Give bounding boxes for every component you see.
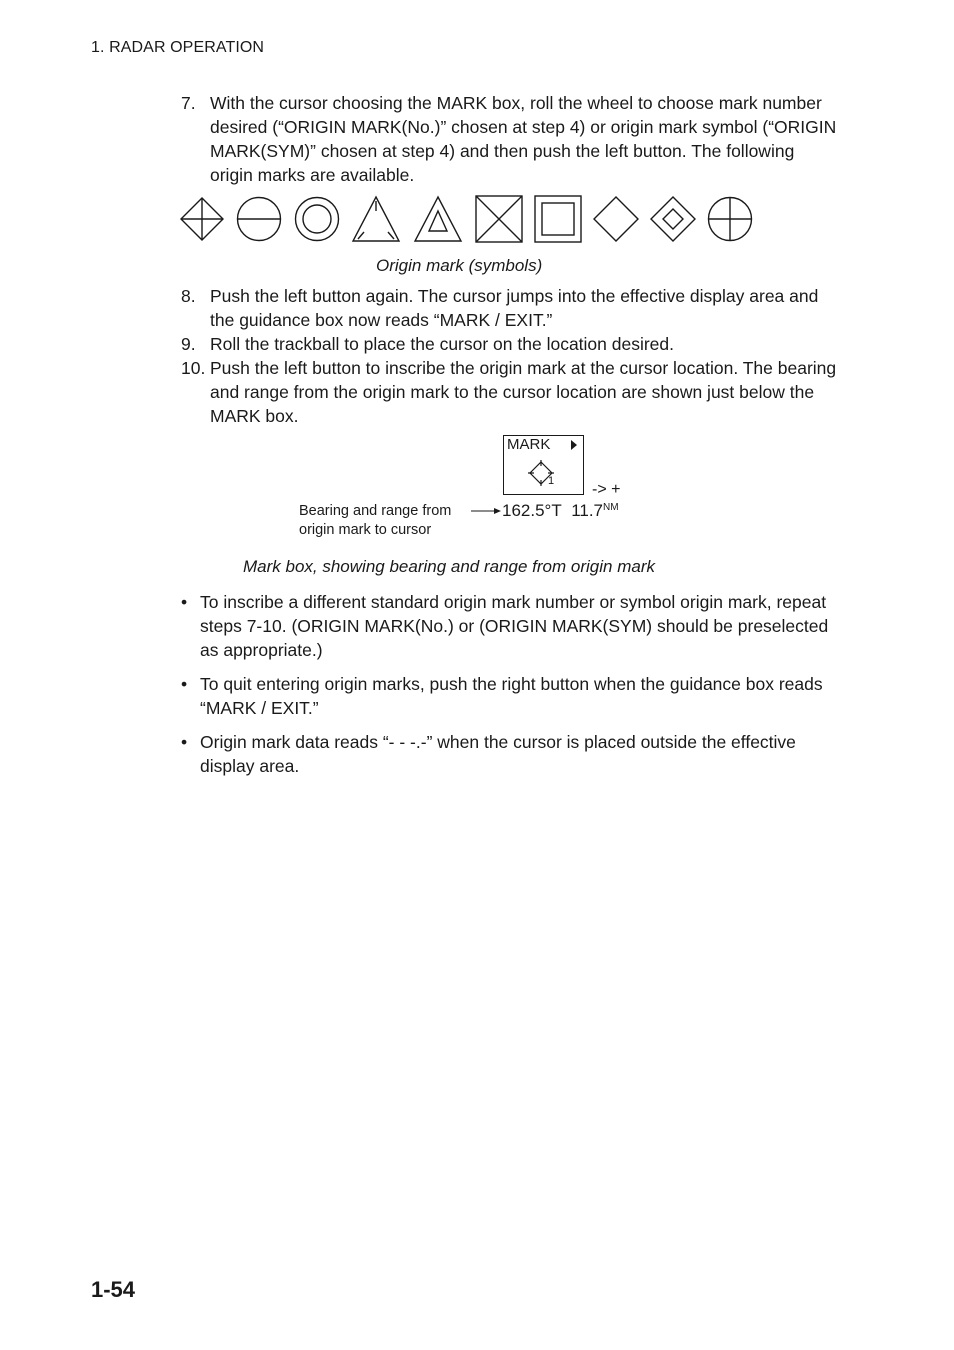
- bearing-range-readout: [502, 501, 619, 521]
- double-triangle-icon: [415, 197, 461, 241]
- origin-mark-symbols: [178, 195, 758, 245]
- bullet-icon: •: [181, 674, 188, 694]
- bearing-value: 162.5°T: [502, 501, 562, 520]
- list-item-text: Origin mark data reads “- - -.-” when the cursor is placed outside the effective display area.: [200, 732, 796, 776]
- cursor-indicator: -> +: [592, 481, 621, 498]
- step-text: Push the left button again. The cursor jumps into the effective display area and the guidance box now reads “MARK / EXIT.”: [210, 286, 819, 330]
- range-unit: NM: [603, 502, 619, 513]
- mark-number: 1: [548, 475, 555, 487]
- circle-horizontal-line-icon: [238, 198, 281, 241]
- mark-box-label: MARK: [507, 436, 551, 453]
- bullet-icon: •: [181, 732, 188, 752]
- double-diamond-icon: [651, 197, 695, 241]
- triangle-vertical-tick-icon: [353, 197, 399, 241]
- step-text: Roll the trackball to place the cursor on the location desired.: [210, 334, 675, 354]
- step-number: 8.: [181, 286, 196, 306]
- mark-box-caption: Mark box, showing bearing and range from origin mark: [243, 557, 655, 576]
- steps-list-a: [181, 91, 841, 187]
- square-x-icon: [476, 196, 522, 242]
- diamond-icon: [594, 197, 638, 241]
- circle-cross-icon: [709, 198, 752, 241]
- step-number: 9.: [181, 334, 196, 354]
- double-square-icon: [535, 196, 581, 242]
- label-line-1: Bearing and range from: [299, 503, 452, 519]
- list-item: [181, 730, 841, 778]
- list-item: [181, 590, 841, 662]
- notes-list: [181, 590, 841, 788]
- leader-arrow-icon: [471, 506, 501, 516]
- symbols-caption: Origin mark (symbols): [376, 256, 543, 275]
- steps-list-b: [181, 284, 841, 428]
- step-9: [181, 332, 841, 356]
- bullet-icon: •: [181, 592, 188, 612]
- step-text: With the cursor choosing the MARK box, roll the wheel to choose mark number desired (“ORIGIN MARK(No.)” chosen at step 4) or origin mark symbol (“ORIGIN MARK(SYM)” chosen at step 4) and then push the left button. The following origin marks are available.: [210, 93, 837, 185]
- page-number: 1-54: [91, 1277, 136, 1302]
- step-7: [181, 91, 841, 187]
- step-text: Push the left button to inscribe the origin mark at the cursor location. The bearing and range from the origin mark to the cursor location are shown just below the MARK box.: [210, 358, 837, 426]
- section-header: 1. RADAR OPERATION: [91, 39, 265, 56]
- list-item-text: To inscribe a different standard origin mark number or symbol origin mark, repeat steps 7-10. (ORIGIN MARK(No.) or (ORIGIN MARK(SYM) should be preselected as appropriate.): [200, 592, 829, 660]
- step-number: 7.: [181, 93, 196, 113]
- triangle-right-icon: [571, 440, 577, 450]
- mark-box: [503, 435, 584, 495]
- list-item: [181, 672, 841, 720]
- label-line-2: origin mark to cursor: [299, 522, 432, 538]
- step-number: 10.: [181, 358, 206, 378]
- diamond-cross-icon: [181, 198, 223, 240]
- list-item-text: To quit entering origin marks, push the right button when the guidance box reads “MARK / EXIT.”: [200, 674, 823, 718]
- bearing-range-label: [299, 502, 451, 540]
- step-10: [181, 356, 841, 428]
- double-circle-icon: [296, 198, 339, 241]
- range-value: 11.7: [571, 501, 604, 520]
- step-8: [181, 284, 841, 332]
